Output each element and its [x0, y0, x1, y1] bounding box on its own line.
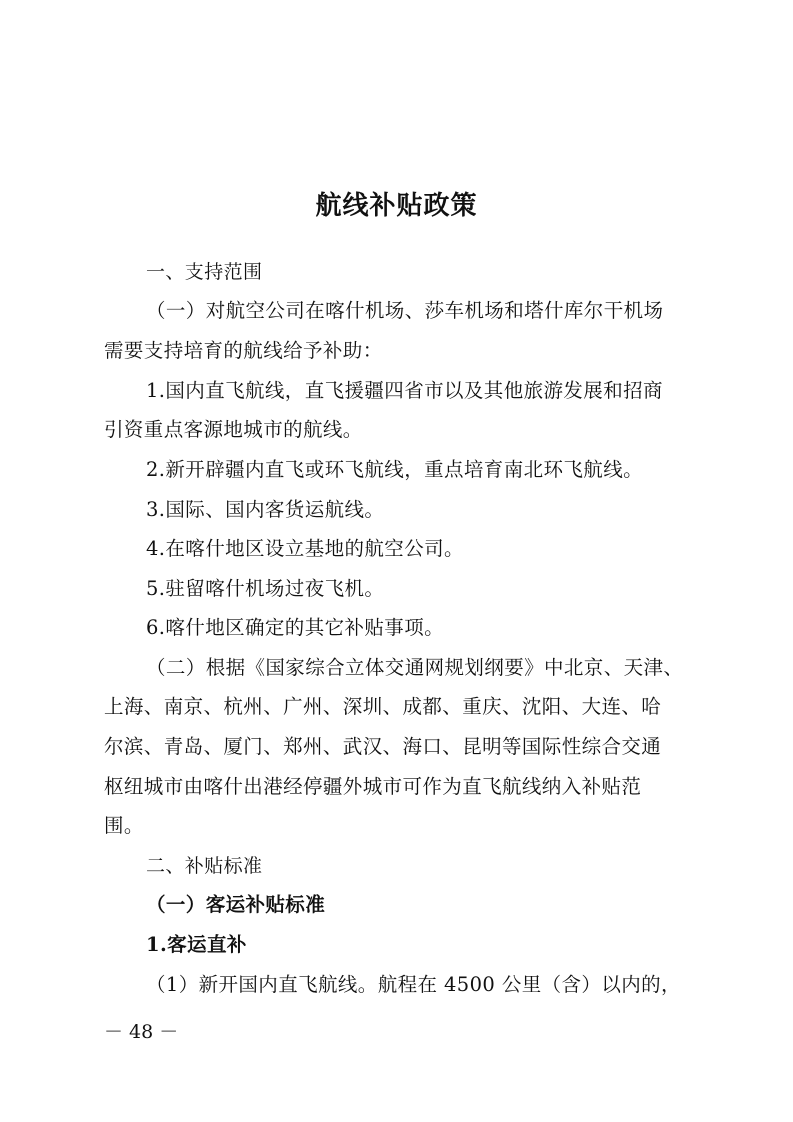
- paragraph-line: 枢纽城市由喀什出港经停疆外城市可作为直飞航线纳入补贴范: [104, 775, 642, 798]
- paragraph-line: （一）对航空公司在喀什机场、莎车机场和塔什库尔干机场: [146, 299, 664, 322]
- subsubsection-heading-direct-subsidy: 1.客运直补: [146, 933, 247, 956]
- list-item: 2.新开辟疆内直飞或环飞航线，重点培育南北环飞航线。: [146, 458, 644, 481]
- list-item: 1.国内直飞航线，直飞援疆四省市以及其他旅游发展和招商: [146, 379, 663, 402]
- section-heading-standards: 二、补贴标准: [146, 855, 263, 877]
- paragraph-line: 上海、南京、杭州、广州、深圳、成都、重庆、沈阳、大连、哈: [104, 695, 662, 718]
- page-title: 航线补贴政策: [315, 191, 478, 221]
- paragraph-line: （1）新开国内直飞航线。航程在 4500 公里（含）以内的，: [146, 973, 681, 996]
- paragraph-line: 需要支持培育的航线给予补助：: [104, 339, 383, 362]
- list-item: 6.喀什地区确定的其它补贴事项。: [146, 616, 445, 639]
- list-item: 4.在喀什地区设立基地的航空公司。: [146, 537, 464, 560]
- list-item-continuation: 引资重点客源地城市的航线。: [104, 418, 363, 441]
- paragraph-line: 尔滨、青岛、厦门、郑州、武汉、海口、昆明等国际性综合交通: [104, 735, 662, 758]
- paragraph-line: 围。: [104, 814, 144, 837]
- subsection-heading-passenger: （一）客运补贴标准: [146, 893, 326, 916]
- list-item: 5.驻留喀什机场过夜飞机。: [146, 577, 385, 600]
- list-item: 3.国际、国内客货运航线。: [146, 498, 385, 521]
- paragraph-line: （二）根据《国家综合立体交通网规划纲要》中北京、天津、: [146, 656, 684, 679]
- section-heading-scope: 一、支持范围: [146, 261, 263, 283]
- page-number: － 48 －: [104, 1021, 179, 1043]
